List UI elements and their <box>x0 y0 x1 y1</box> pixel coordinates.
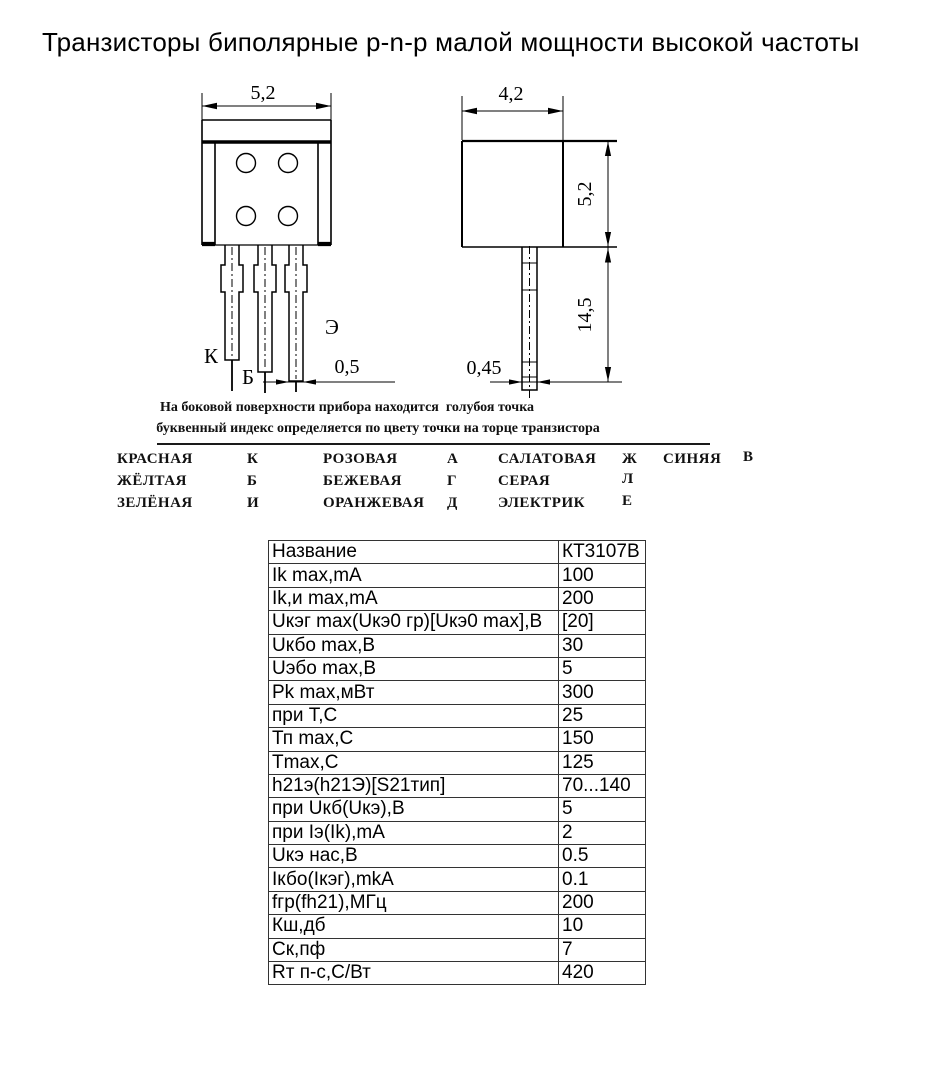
page-title: Транзисторы биполярные p-n-p малой мощности высокой частоты <box>42 27 860 57</box>
color-name: САЛАТОВАЯ <box>498 451 597 467</box>
emitter-lead-label: Э <box>325 315 339 339</box>
body-side-lines <box>202 120 331 245</box>
param-value: 7 <box>559 938 646 961</box>
parameters-table <box>268 540 646 985</box>
side-width-dimension <box>462 83 563 140</box>
param-name: при Т,С <box>269 704 559 727</box>
param-value: 25 <box>559 704 646 727</box>
table-row <box>269 611 646 634</box>
lead-emitter <box>285 245 307 392</box>
param-value: [20] <box>559 611 646 634</box>
param-name: Ik,и max,mA <box>269 587 559 610</box>
param-name: Тп max,С <box>269 728 559 751</box>
front-width-label: 5,2 <box>250 82 276 104</box>
param-value: 0.5 <box>559 845 646 868</box>
side-lead <box>522 246 537 399</box>
param-name: при Iэ(Ik),mA <box>269 821 559 844</box>
arrowhead <box>605 142 611 157</box>
table-row <box>269 704 646 727</box>
param-value: 5 <box>559 657 646 680</box>
table-row <box>269 938 646 961</box>
front-body-outline <box>202 120 331 245</box>
side-lead-width-label: 0,45 <box>466 357 502 379</box>
arrowhead <box>605 367 611 382</box>
color-index: Б <box>247 473 258 489</box>
side-width-label: 4,2 <box>498 83 524 105</box>
arrowhead <box>548 108 563 114</box>
arrowhead <box>276 379 289 384</box>
hole-circle <box>237 207 256 226</box>
param-name: h21э(h21Э)[S21тип] <box>269 774 559 797</box>
param-value: 420 <box>559 962 646 985</box>
param-name: Pk max,мВт <box>269 681 559 704</box>
param-name: Rт п-с,С/Вт <box>269 962 559 985</box>
color-name: ОРАНЖЕВАЯ <box>323 495 425 511</box>
color-name: ЖЁЛТАЯ <box>117 473 187 489</box>
param-value: 200 <box>559 891 646 914</box>
color-index: А <box>447 451 459 467</box>
param-value: 5 <box>559 798 646 821</box>
side-body-height-label: 5,2 <box>574 181 596 207</box>
color-name: БЕЖЕВАЯ <box>323 473 402 489</box>
color-name: ЭЛЕКТРИК <box>498 495 585 511</box>
param-name: Uкэг max(Uкэ0 гр)[Uкэ0 max],В <box>269 611 559 634</box>
collector-lead-label: К <box>204 344 219 368</box>
param-value: 0.1 <box>559 868 646 891</box>
param-value: 200 <box>559 587 646 610</box>
color-name: РОЗОВАЯ <box>323 451 398 467</box>
color-name: СЕРАЯ <box>498 473 551 489</box>
table-row <box>269 798 646 821</box>
arrowhead <box>303 379 316 384</box>
color-index: И <box>247 495 260 511</box>
table-row <box>269 634 646 657</box>
color-name: КРАСНАЯ <box>117 451 193 467</box>
arrowhead <box>316 103 331 109</box>
color-name: СИНЯЯ <box>663 451 722 467</box>
arrowhead <box>509 379 522 384</box>
param-value: 30 <box>559 634 646 657</box>
hole-circle <box>279 207 298 226</box>
table-header-row <box>269 541 646 564</box>
table-row <box>269 728 646 751</box>
param-name: Ск,пф <box>269 938 559 961</box>
arrowhead <box>462 108 477 114</box>
table-row <box>269 821 646 844</box>
lead-base <box>254 245 276 393</box>
color-index: Г <box>447 473 458 489</box>
param-name: Uкбо max,В <box>269 634 559 657</box>
package-drawing <box>0 0 932 400</box>
arrowhead <box>605 248 611 263</box>
hole-circle <box>279 154 298 173</box>
table-row <box>269 657 646 680</box>
color-index: В <box>743 449 754 465</box>
note-line-2: буквенный индекс определяется по цвету точки на торце транзистора <box>156 421 600 436</box>
color-name: ЗЕЛЁНАЯ <box>117 495 193 511</box>
side-view <box>462 83 622 399</box>
param-name: Iкбо(Iкэг),mkA <box>269 868 559 891</box>
param-value: 100 <box>559 564 646 587</box>
side-lead-width-dimension <box>467 357 623 385</box>
note-line-1: На боковой поверхности прибора находится голубоя точка <box>159 400 535 415</box>
arrowhead <box>537 379 550 384</box>
front-lead-width-label: 0,5 <box>334 356 360 378</box>
param-name: Кш,дб <box>269 915 559 938</box>
device-name-value: КТ3107В <box>559 541 646 564</box>
param-value: 10 <box>559 915 646 938</box>
param-value: 150 <box>559 728 646 751</box>
separator-line <box>157 443 710 445</box>
param-name-header: Название <box>269 541 559 564</box>
param-name: Uкэ нас,В <box>269 845 559 868</box>
table-row <box>269 915 646 938</box>
front-view <box>202 82 395 393</box>
param-name: Uэбо max,В <box>269 657 559 680</box>
param-name: Tmax,С <box>269 751 559 774</box>
param-value: 125 <box>559 751 646 774</box>
table-row <box>269 868 646 891</box>
arrowhead <box>202 103 217 109</box>
param-value: 300 <box>559 681 646 704</box>
color-index: К <box>247 451 259 467</box>
param-value: 70...140 <box>559 774 646 797</box>
side-height-dimensions <box>574 141 611 382</box>
table-row <box>269 751 646 774</box>
color-index: Л <box>622 471 634 487</box>
color-index: Д <box>447 495 458 511</box>
hole-circle <box>237 154 256 173</box>
lead-collector <box>221 245 243 391</box>
param-name: fгр(fh21),МГц <box>269 891 559 914</box>
table-row <box>269 564 646 587</box>
base-lead-label: Б <box>242 365 255 389</box>
arrowhead <box>605 232 611 246</box>
front-lead-width-dimension <box>263 356 395 385</box>
param-name: Ik max,mA <box>269 564 559 587</box>
table-row <box>269 681 646 704</box>
body-inner-lines <box>215 142 318 245</box>
table-row <box>269 845 646 868</box>
table-row <box>269 774 646 797</box>
color-index: Е <box>622 493 633 509</box>
side-lead-length-label: 14,5 <box>574 297 596 333</box>
param-value: 2 <box>559 821 646 844</box>
front-width-dimension <box>202 82 331 121</box>
body-side-lines <box>462 141 563 247</box>
table-row <box>269 587 646 610</box>
color-index: Ж <box>622 451 638 467</box>
param-name: при Uкб(Uкэ),В <box>269 798 559 821</box>
table-row <box>269 962 646 985</box>
table-row <box>269 891 646 914</box>
